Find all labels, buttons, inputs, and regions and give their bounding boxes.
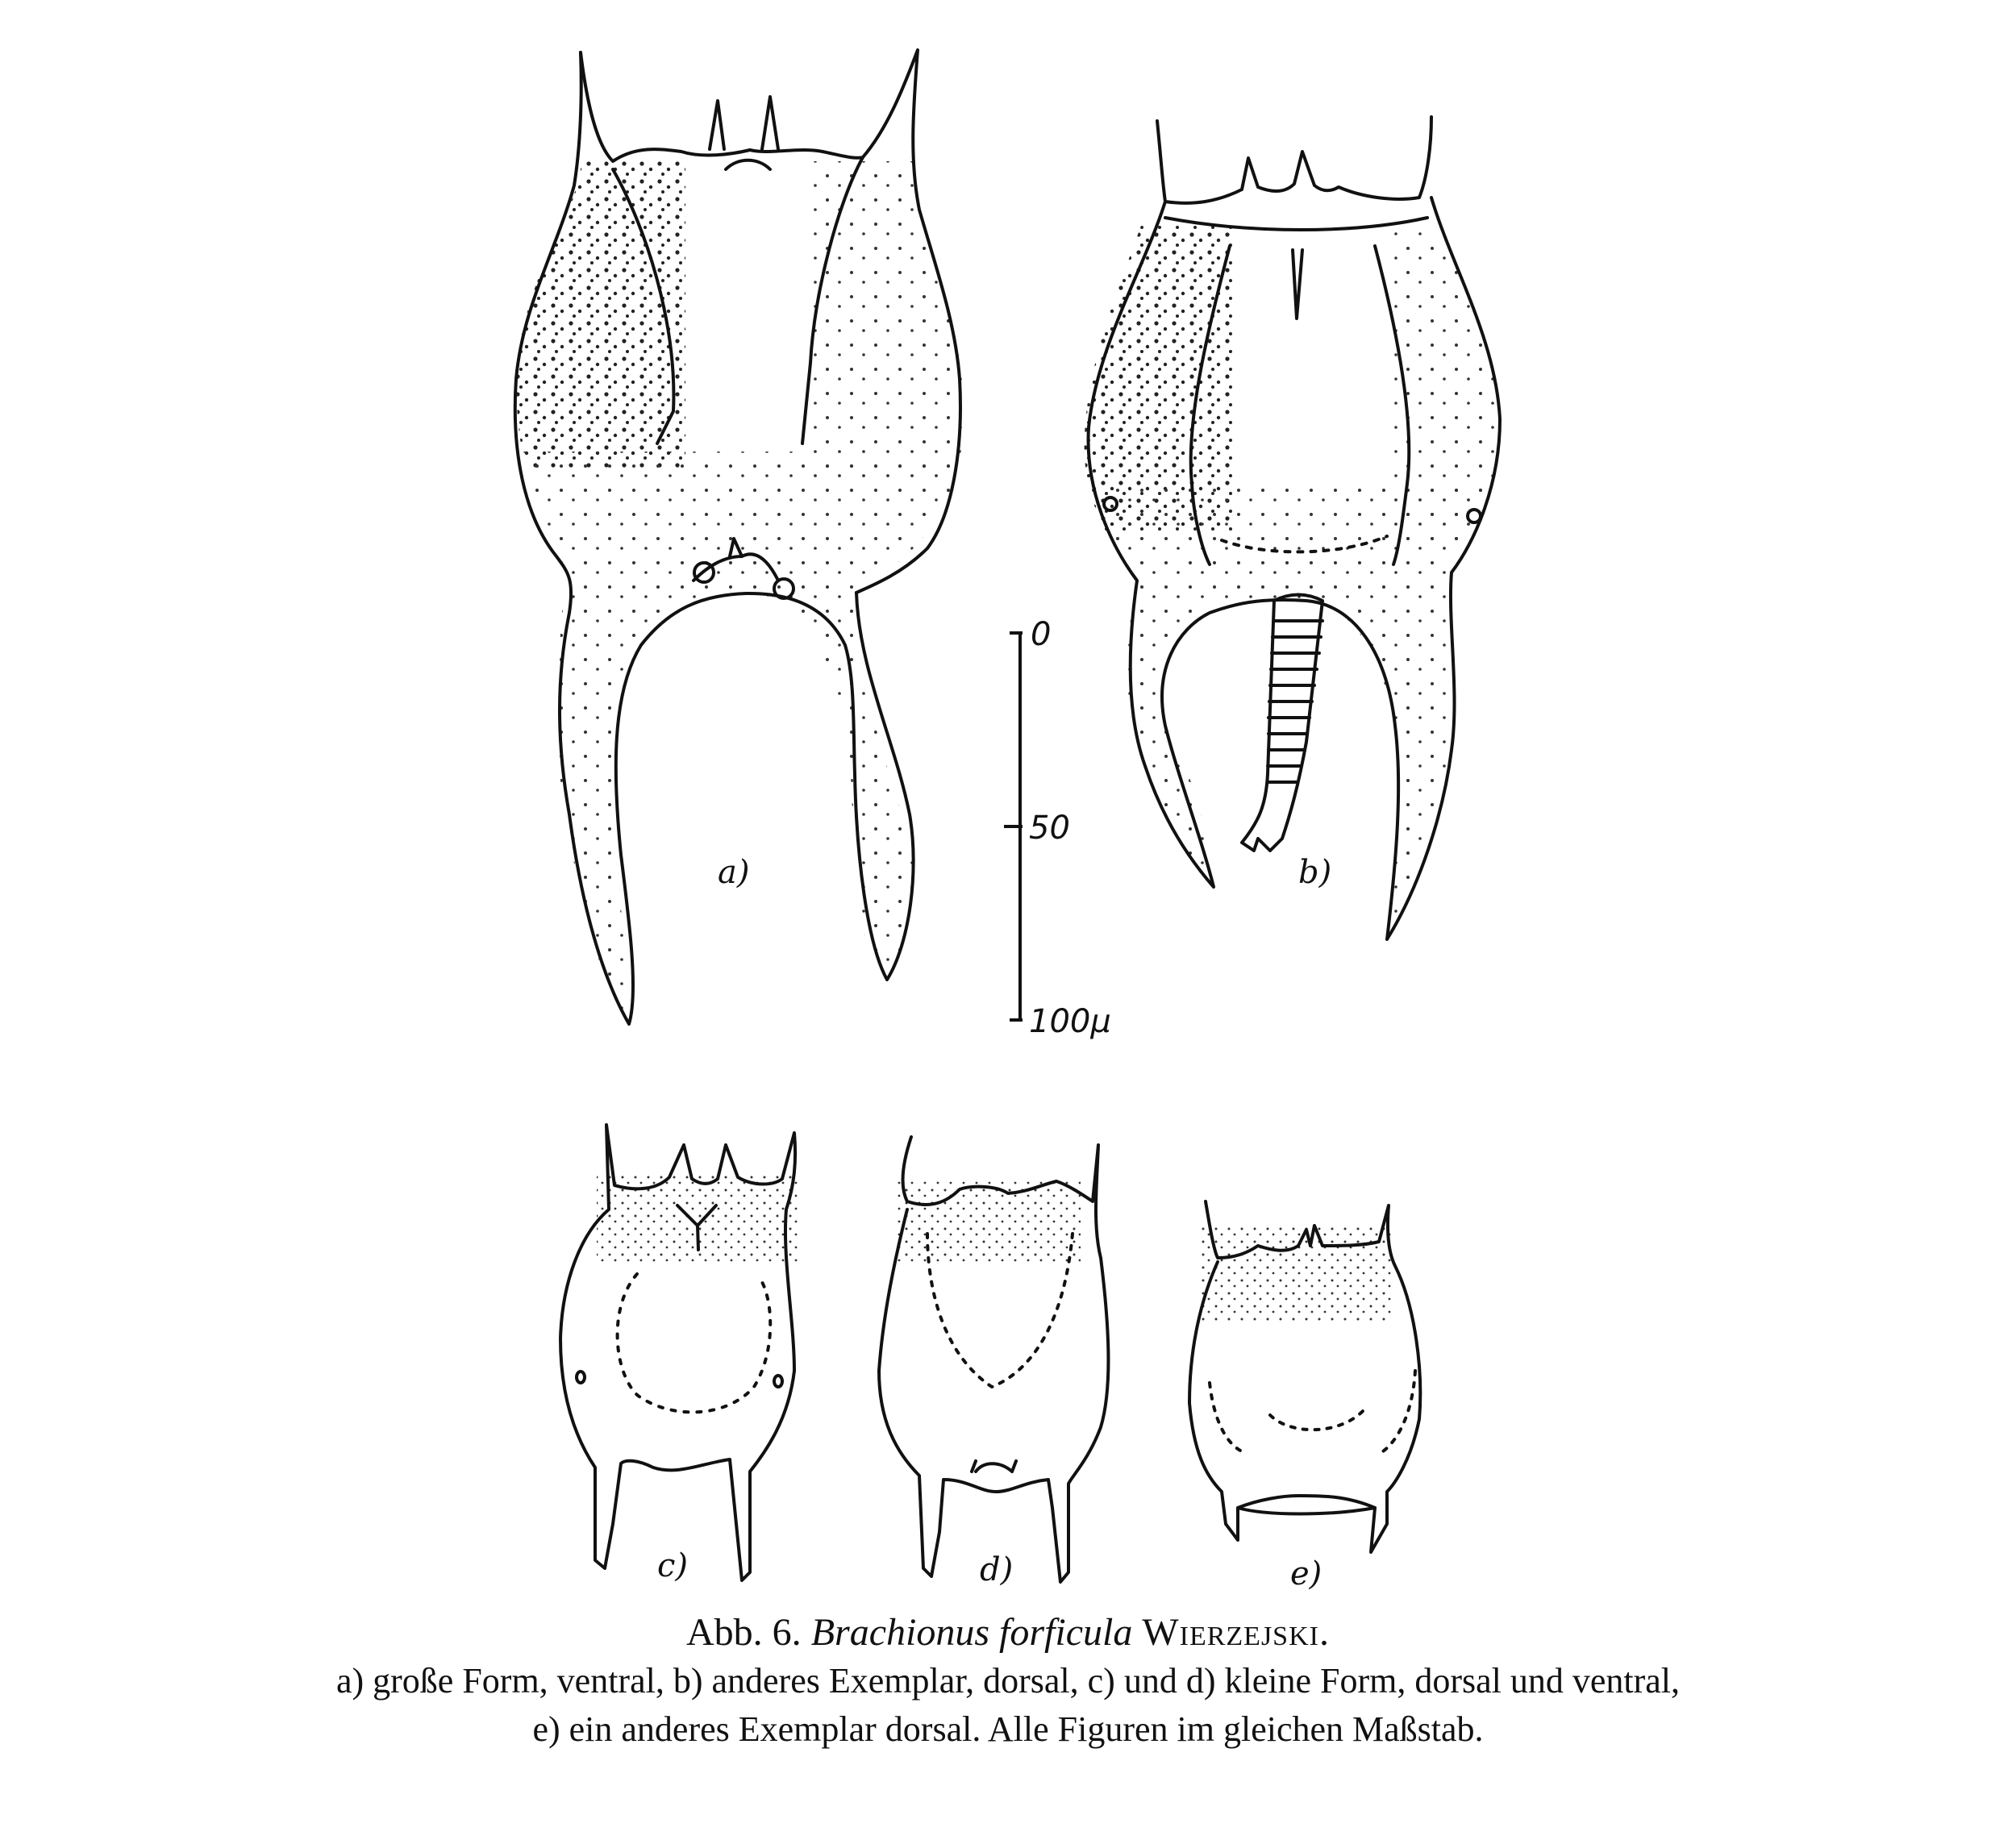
figure-caption [0,1609,2016,1754]
caption-figure-number: Abb. 6. [686,1611,802,1654]
label-d: d) [980,1551,1014,1588]
caption-title [0,1609,2016,1657]
specimen-c-drawing [560,1125,798,1580]
label-c: c) [657,1547,689,1584]
specimen-b-drawing [1081,117,1532,968]
label-e: e) [1290,1555,1322,1592]
caption-species: Brachionus forficula [810,1611,1133,1654]
caption-author: Wierzejski. [1142,1611,1330,1654]
caption-line-2: e) ein anderes Exemplar dorsal. Alle Figuren im gleichen Maßstab. [532,1709,1484,1749]
scale-tick-0: 0 [1031,616,1052,653]
label-b: b) [1298,854,1332,891]
caption-line-1: a) große Form, ventral, b) anderes Exemplar, dorsal, c) und d) kleine Form, dorsal und ventral, [335,1661,1681,1701]
specimen-e-drawing [1189,1201,1420,1552]
specimen-d-drawing [879,1137,1108,1582]
label-a: a) [718,854,750,891]
scale-tick-50: 50 [1029,810,1070,847]
scale-tick-100: 100μ [1029,1003,1111,1040]
scale-bar [1004,633,1023,1020]
